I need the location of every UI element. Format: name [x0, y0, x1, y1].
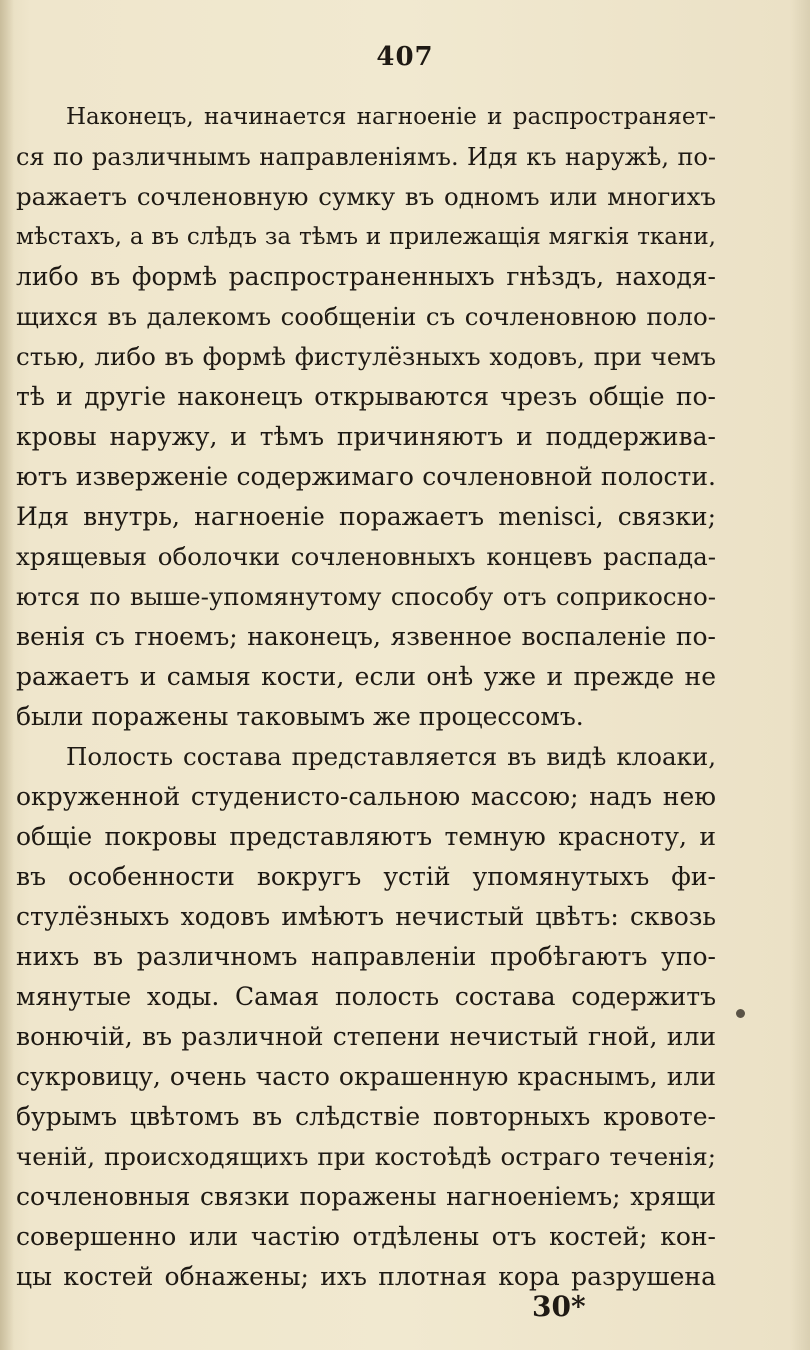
text-line: хрящевыя оболочки сочленовныхъ концевъ распада-	[16, 542, 716, 571]
text-line: Идя внутрь, нагноеніе поражаетъ menisci, связки;	[16, 502, 716, 531]
text-line: Полость состава представляется въ видѣ клоаки,	[66, 742, 716, 771]
text-line: сукровицу, очень часто окрашенную краснымъ, или	[16, 1062, 716, 1091]
text-line: ся по различнымъ направленіямъ. Идя къ наружѣ, по-	[16, 143, 716, 171]
text-line: мянутые ходы. Самая полость состава содержитъ	[16, 982, 716, 1011]
text-line: венія съ гноемъ; наконецъ, язвенное воспаленіе по-	[16, 622, 716, 651]
text-line: ражаетъ сочленовную сумку въ одномъ или многихъ	[16, 182, 716, 211]
text-line: тѣ и другіе наконецъ открываются чрезъ общіе по-	[16, 382, 716, 411]
text-line: ютъ изверженіе содержимаго сочленовной полости.	[16, 462, 716, 491]
text-line: ражаетъ и самыя кости, если онѣ уже и прежде не	[16, 662, 716, 691]
text-line: ются по выше-упомянутому способу отъ соприкосно-	[16, 582, 716, 611]
text-line: стулёзныхъ ходовъ имѣютъ нечистый цвѣтъ: сквозь	[16, 902, 716, 931]
text-line: Наконецъ, начинается нагноеніе и распространяет-	[66, 104, 716, 130]
signature-mark: 30*	[532, 1290, 586, 1323]
page-number: 407	[376, 42, 434, 72]
text-line: ченій, происходящихъ при костоѣдѣ остраго теченія;	[16, 1142, 716, 1171]
text-line: окруженной студенисто-сальною массою; надъ нею	[16, 782, 716, 811]
text-line: совершенно или частію отдѣлены отъ костей; кон-	[16, 1222, 716, 1251]
ink-spot	[736, 1009, 745, 1018]
text-line: стью, либо въ формѣ фистулёзныхъ ходовъ, при чемъ	[16, 342, 716, 371]
text-line: щихся въ далекомъ сообщеніи съ сочленовною поло-	[16, 302, 716, 331]
text-line: либо въ формѣ распространенныхъ гнѣздъ, находя-	[16, 262, 716, 291]
text-line: общіе покровы представляютъ темную красноту, и	[16, 822, 716, 851]
text-line: бурымъ цвѣтомъ въ слѣдствіе повторныхъ кровоте-	[16, 1102, 716, 1131]
body-text	[16, 97, 716, 1297]
text-line: мѣстахъ, а въ слѣдъ за тѣмъ и прилежащія мягкія ткани,	[16, 224, 716, 250]
text-line: сочленовныя связки поражены нагноеніемъ; хрящи	[16, 1182, 716, 1211]
text-line: были поражены таковымъ же процессомъ.	[16, 702, 584, 731]
text-line: цы костей обнажены; ихъ плотная кора разрушена	[16, 1262, 716, 1291]
text-line: кровы наружу, и тѣмъ причиняютъ и поддержива-	[16, 422, 716, 451]
gutter-shadow	[0, 0, 14, 1350]
text-line: нихъ въ различномъ направленіи пробѣгаютъ упо-	[16, 942, 716, 971]
text-line: вонючій, въ различной степени нечистый гной, или	[16, 1022, 716, 1051]
text-line: въ особенности вокругъ устій упомянутыхъ фи-	[16, 862, 716, 891]
